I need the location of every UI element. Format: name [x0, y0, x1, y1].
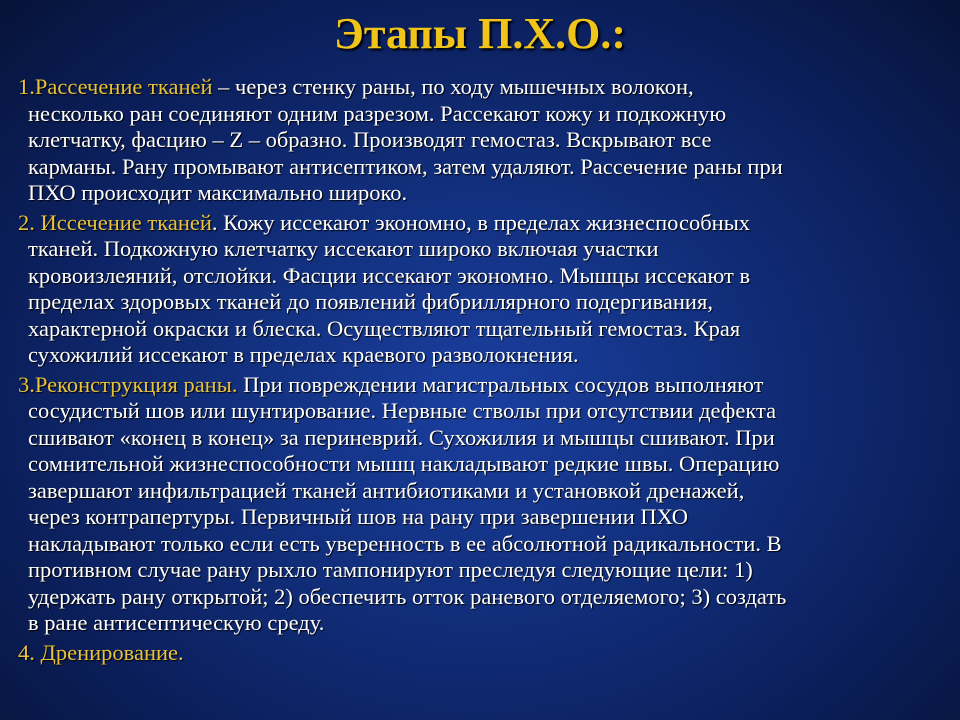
section-1-heading: Рассечение тканей: [34, 74, 213, 99]
section-3-line: в ране антисептическую среду.: [28, 610, 325, 635]
section-1-line: клетчатку, фасцию – Z – образно. Производят гемостаз. Вскрывают все: [28, 127, 712, 152]
section-1-line: карманы. Рану промывают антисептиком, затем удаляют. Рассечение раны при: [28, 153, 783, 179]
section-1: [8, 74, 960, 207]
section-3-line: противном случае рану рыхло тампонируют преследуя следующие цели: 1): [28, 557, 753, 582]
section-2: [8, 210, 960, 369]
section-2-heading: Иссечение тканей: [40, 209, 212, 235]
section-1-line: ПХО происходит максимально широко.: [28, 180, 408, 205]
section-2-line: кровоизлеяний, отслойки. Фасции иссекают экономно. Мышцы иссекают в: [28, 262, 751, 288]
section-3-line: через контрапертуры. Первичный шов на рану при завершении ПХО: [28, 504, 688, 529]
section-4: [8, 640, 960, 667]
section-2-number: 2.: [18, 209, 41, 235]
section-2-line: тканей. Подкожную клетчатку иссекают широко включая участки: [28, 236, 659, 261]
section-3-first-line: [18, 372, 960, 399]
section-2-first-line: [18, 210, 960, 237]
section-3-line: сосудистый шов или шунтирование. Нервные стволы при отсутствии дефекта: [28, 398, 777, 423]
slide-title: Этапы П.Х.О.:: [334, 9, 626, 58]
section-4-heading: Дренирование.: [40, 639, 184, 665]
section-3-line: удержать рану открытой; 2) обеспечить отток раневого отделяемого; 3) создать: [28, 583, 787, 609]
section-3-line: накладывают только если есть уверенность в ее абсолютной радикальности. В: [28, 530, 782, 556]
section-3-line: сшивают «конец в конец» за периневрий. Сухожилия и мышцы сшивают. При: [28, 424, 775, 450]
section-1-first-text: – через стенку раны, по ходу мышечных волокон,: [212, 74, 694, 99]
section-2-line: сухожилий иссекают в пределах краевого разволокнения.: [28, 342, 579, 367]
slide-content: [8, 74, 960, 666]
section-3-number: 3.: [18, 371, 35, 397]
section-3-first-text: При повреждении магистральных сосудов выполняют: [237, 371, 764, 397]
section-3-line: завершают инфильтрацией тканей антибиотиками и установкой дренажей,: [28, 477, 745, 503]
section-2-first-text: . Кожу иссекают экономно, в пределах жизнеспособных: [211, 209, 751, 235]
section-3-heading: Реконструкция раны.: [34, 371, 238, 397]
section-2-line: характерной окраски и блеска. Осуществляют тщательный гемостаз. Края: [28, 315, 741, 341]
section-2-line: пределах здоровых тканей до появлений фибриллярного подергивания,: [28, 289, 713, 314]
section-3-line: сомнительной жизнеспособности мышц накладывают редкие швы. Операцию: [28, 451, 780, 476]
section-3: [8, 372, 960, 637]
section-4-first-line: [18, 640, 960, 667]
section-4-number: 4.: [18, 639, 41, 665]
section-1-first-line: [18, 74, 960, 101]
section-1-line: несколько ран соединяют одним разрезом. Рассекают кожу и подкожную: [28, 100, 727, 126]
section-1-number: 1.: [18, 74, 35, 99]
